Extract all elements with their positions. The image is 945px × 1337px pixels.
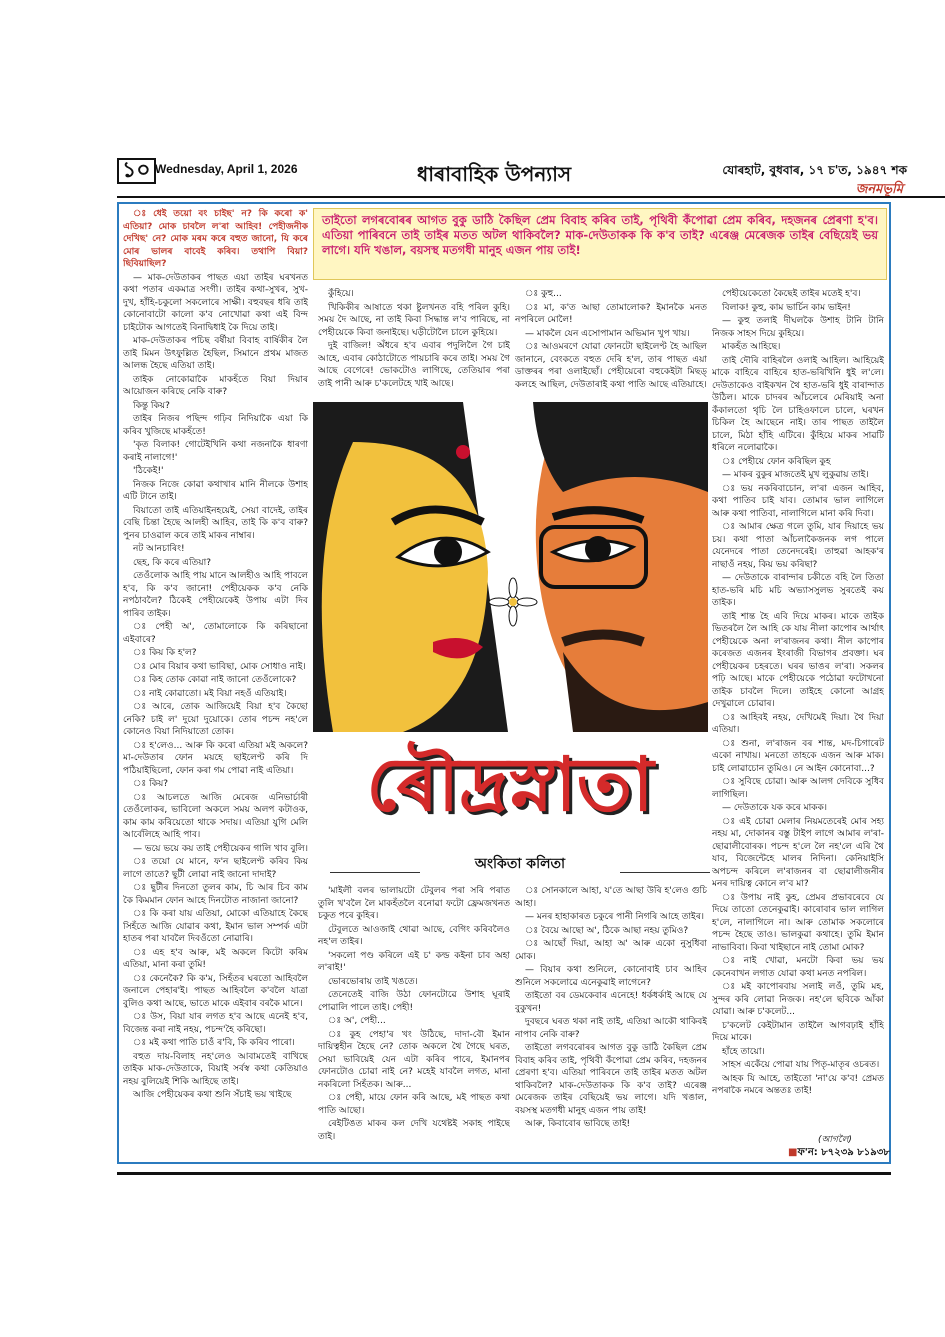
author-byline: অংকিতা কলিতা — [420, 852, 620, 876]
paragraph: — ভয়ে ভয়ে কয় তাই পেহীয়েকৰ গালি খাব বুলি। — [133, 843, 308, 854]
paragraph: ঃ মোৰ বিয়াৰ কথা ভাবিছা, মোক সোধাও নাই। — [133, 661, 306, 672]
paragraph: ঃ কি কৰা যায় এতিয়া, মোকো এতিয়াহে কৈছে সিহঁতে আজি যোৱাৰ কথা, ইমান ভাল সম্পৰ্ক এটা হাতৰ পৰা যাবলৈ দিবওঁতো নোৱাৰি। — [123, 909, 308, 944]
paragraph: ঃ ভয় নকৰিবাচোন, ল'ৰা এজন আহিব, কথা পাতিব চাই যাব। তোমাৰ ভাল লাগিলে আৰু কথা পাতিবা, নালাগিলে মানা কৰি দিবা। — [712, 483, 884, 519]
paragraph: ঃ সোনকালে আহা, য'তে আছা উৰি হ'লেও গুচি আহা। — [515, 886, 707, 909]
paragraph: — দেউতাকে যক কৰে মাকক। — [722, 803, 827, 813]
paragraph: ঃ অ', পেহী... — [328, 1016, 386, 1026]
couple-illustration — [313, 402, 708, 732]
paragraph: ঃ মই কাপোৰবায় সলাই লওঁ, তুমি মহ, সুন্দৰ কৰি লোৱা নিজক। নহ'লে ছবিকে আঁকা যোৱা। আৰু চ'কলেট... — [712, 982, 884, 1017]
paragraph: ঃ ছুটীৰ দিনতো তুলৰ কাম, চি আৰ চিব কাম কৈ কিমমান ফোন আহে দিনটোত নাজানা জানো? — [123, 883, 308, 906]
paragraph: ঃ আৰে, তোক আজিয়েই বিয়া হ'ব কৈছো নেকি? চাই ল' দুয়ো দুয়োকে। তোৰ পচন্দ নহ'লে কোনেও বিয়া নিদিয়াতো তোক। — [123, 702, 308, 737]
phone-contact — [788, 1145, 890, 1162]
paragraph: ঃ হ'লেও... আৰু কি কৰো এতিয়া মই অকলে? মা-দেউতাৰ ফোন ময়হে ছাইলেণ্ট কৰি দি পঠিয়াইছিলো, ফোন কৰা গম পোৱা নাই এতিয়া। — [123, 740, 308, 776]
page-footer-rule — [117, 1172, 891, 1175]
column-1 — [123, 208, 308, 1158]
paragraph: — মাকৰ বুকুৰ মাজতেই মুখ লুকুৱায় তাই। — [722, 470, 869, 480]
paragraph: ঃ কিয় কি হ'ল? — [133, 648, 197, 658]
paragraph: 'কৃত বিলাক! গোটেইখিনি কথা নজনাকৈ ধাৰণা কৰাই নালাগে!' — [123, 440, 308, 463]
paragraph: চ'কলেট কেইটামান তাইলৈ আগবঢ়াই হাঁহি দিয়ে মাকে। — [712, 1020, 884, 1043]
location-dateline: যোৰহাট, বুধবাৰ, ১৭ চ'ত, ১৯৪৭ শক — [722, 163, 907, 177]
column-2-bottom — [318, 885, 510, 1155]
paragraph: ঃ পেহীয়ে ফোন কৰিছিল কুহ — [722, 456, 831, 467]
phone-number: ফ'ন: ৮৭২৩৯ ৮১৯৩৮ — [797, 1147, 890, 1158]
newspaper-logo: জনমভূমি — [855, 182, 903, 197]
paragraph: তাইতো বৰ ডেমকেবাৰ এনেহে! ধৰ্কধৰ্কাই আছে যে বুকুখন! — [515, 991, 707, 1014]
paragraph: বিলাক! কুহু, কাম ভাৰ্চিন কাম ভাইন! — [722, 302, 851, 313]
paragraph: — কুহু তলাই দীঘলকৈ উশাহ টানি টানি নিজক সাহস দিয়ে কুহিয়ে। — [712, 316, 884, 339]
paragraph: ঃ পেহী অ', তোমালোকে কি কৰিছানো এইবাৰে? — [123, 622, 308, 645]
issue-date: Wednesday, April 1, 2026 — [155, 162, 298, 176]
paragraph: তেনেতেই বাজি উঠা ফোনটোৱে উশাহ ঘূৰাই পোৱালি পালে তাই। পেহী! — [318, 990, 510, 1013]
paragraph: টেবুলতে আওজাই থোৱা আছে, বেগিং কৰিবলৈও নহ'ল তাইৰ। — [318, 924, 510, 947]
paragraph: আহক যি আহে, তাইতো 'না'য়ে ক'ব! প্ৰেমত নপৰাকৈ নমৰে অন্ততঃ তাই! — [712, 1073, 884, 1096]
paragraph: — বিয়াৰ কথা শুনিলে, কোনোবাই চাব আহিব শুনিলে সকলোৱে এনেকুৱাই লাগেনে? — [515, 965, 707, 988]
column-2-top — [318, 288, 510, 400]
paragraph: তাইৰ নিজৰ পছিন্দ গঢ়িব নিদিয়াকৈ এয়া কি কৰিব খুজিছে মাকহঁতে! — [123, 414, 308, 437]
paragraph: ঃ নাই কোৱাতো। মই বিয়া নহওঁ এতিয়াই। — [133, 688, 287, 699]
section-title: ধাৰাবাহিক উপন্যাস — [417, 162, 572, 186]
paragraph: ঃ কুহ পেহা'ৰ খং উঠিছে, দাদা-বৌ ইমান দায়িত্বহীন হৈছে নে? তোক অকলে থৈ গৈছে ঘৰত, সেয়া ভাবিয়েই যেন এটা কৰিব পাৰে, ইমানপৰ ফোনটোও চোৱা নাই নে? মহেই যাবলৈ লগত, মানা নকৰিলো সিহঁতক। আৰু... — [318, 1029, 510, 1090]
paragraph: ঃ উপায় নাই কুহ, প্ৰেমৰ প্ৰভাবৰেবে যে দিয়ে তাতো তেনেকুৱাই। কাৰোবাৰ ভাল লাগিল হ'লে, নালাগিলে না। আৰু তোমাক সকলোৰে পচন্দ হৈছে তাও। ভালকুৱা কথাহে। তুমি ইমান নাভাবিবা। কিবা খাইছানে নাই তোমা মোক? — [712, 892, 884, 953]
paragraph: — মাক-দেউতাকৰ পাছত এয়া তাইৰ ঘৰখনত কথা পতাৰ একমাত্ৰ সংগী। তাইৰ কথা-সুখৰ, সুখ-দুখ, হাঁহি-চকুলো সকলোৰে সাক্ষী। বহুবছৰ ধৰি তাই কোনোবাটো কালো ক'ব নোখোৱা কথা এই বিন্দ চাইটোক আগতেই বিনাদ্বিধাই কৈ দিয়ে তাই। — [123, 272, 308, 333]
paragraph: ঃ সুবিছে চোৱা। আৰু আলগ দেবিকে সুধিব লাগিছিল। — [712, 777, 884, 800]
header-rule — [117, 196, 945, 198]
paragraph: মাকহঁত আহিছে। — [722, 342, 781, 352]
column-4 — [712, 288, 884, 1148]
paragraph: আজি পেহীয়েকৰ কথা শুনি সঁচাই ভয় খাইছে — [133, 1090, 292, 1100]
square-bullet-icon: ■ — [788, 1147, 798, 1158]
paragraph: ৰেইটিঙত মাকৰ কল দেখি যথেষ্টই সকাহ পাইছে তাই। — [318, 1119, 510, 1142]
paragraph: নিজক নিজে কোৱা কথাখাৰ মানি নীলকে উশাহ এটি টানে তাই। — [123, 479, 308, 502]
paragraph: ঃ উস, বিয়া যাৰ লগত হ'ব আছে এনেই হ'ব, বিজেন্ত কৰা নাই নহয়, পচন্দ'হৈ কৰিছো। — [123, 1012, 308, 1035]
paragraph: তাইক নোকোৱাকৈ মাকহঁতে বিয়া দিয়াৰ আয়োজন কৰিছে নেকি বাৰু? — [123, 374, 308, 397]
paragraph: ঃ এহ হ'ব আৰু, মই অকলে কিটো কৰিম এতিয়া, মানা কৰা তুমি! — [123, 947, 308, 970]
paragraph: তাইতো লগবৰোৰৰ আগত বুকু ডাঠি কৈছিল প্ৰেম বিবাহ কৰিব তাই, পৃথিবী কঁপোৱা প্ৰেম কৰিব, দহজনৰ প্ৰেৰণা হ'ব। এতিয়া পাৰিবনে তাই তাইৰ মতত অটল থাকিবলৈ? মাক-দেউতাকক কি ক'ব তাই? এৰেঞ্জ মেৰেজক তাইৰ বেছিয়েই ভয় লাগে। যদি খঙাল, বয়সস্থ মতগধী মানুহ এজন পায় তাই! — [515, 1043, 707, 1116]
column-3-top — [515, 288, 707, 400]
paragraph: ঃ শুনা, ল'ৰাজন বৰ শান্ত, মদ-চিগাৰেট একো নাখায়। মনতো তাহকে এজন আৰু মাক। চাই লোৱাচোন তুমিও। নে আইন কোনোবা...? — [712, 738, 884, 774]
paragraph: ভোৰভোৰায় তাই খঙতে। — [328, 976, 418, 987]
paragraph: ঃ পেহী, মায়ে ফোন কৰি আছে, মই পাছত কথা পাতি আছো। — [318, 1093, 510, 1116]
paragraph: মাক-দেউতাকৰ পচিছ বৰ্ষীয়া বিবাহ বাৰ্ষিকীৰ লৈ তাই মিমন উৎফুল্লিত হৈছিল, সিমানে প্ৰথম মাজত আলন্ধ হৈছে এতিয়া তাই। — [123, 336, 308, 371]
page-header — [117, 150, 945, 200]
paragraph: বিয়াতো তাই এতিয়াইনহয়েই, সেয়া বাদেই, তাইৰ বেছি চিন্তা হৈছে আলহী আহিব, তাই কি ক'ব বাৰু? পুনৰ চাওৱাল কৰে তাই মাকৰ নাম্বাৰ। — [123, 505, 308, 541]
paragraph: কুঁহিয়ে। — [328, 289, 354, 299]
paragraph: দুবছৰে ঘৰত থকা নাই তাই, এতিয়া আকৌ থাকিবই নাপাব নেকি বাৰু? — [515, 1017, 707, 1040]
paragraph: নট আনচাৰিং! — [133, 544, 185, 554]
paragraph: দুই বাজিল! অঁধৰে হ'ব এবাৰ পদুলিলৈ গৈ চাই আহে, এবাৰ কোঠাটোতে পায়চাৰি কৰে তাই। সময় গৈ আছে বেগেৰে! ভোকটোও লাগিছে, তেতিয়াৰ পৰা তাই পানী আৰু চ'কলেটহে খাই আছে। — [318, 341, 510, 389]
paragraph: তাই দৌৰি বাহিৰলৈ ওলাই আহিল। আহিয়েই মাকে বাহিৰে বাহিৰে হাত-ভৰিখিনি ধুই ল'লে। দেউতাকেও বাইকখন থৈ হাত-ভৰি ধুই বাৰান্দাত উঠিল। মাকে চাদৰৰ আঁচলেৰে মেৰিয়াই অনা কঁকালতো থৃচি লৈ চাহিওফালে চালে, ঘৰখন চিকিল হৈ আছেনে নাই। তাৰ পাছত তাইলৈ চালে, মিঠা হাঁহি এটিৰে। কুঁহিয়ে মাকৰ সাৱটি ধৰিলে নলোৱাকৈ। — [712, 355, 884, 453]
paragraph: আৰু, কিবাবোৰ ভাবিছে তাই! — [525, 1119, 631, 1129]
paragraph: তেওঁলোক আহি পায় মানে আলহীও আহি পাবলে হ'ব, কি ক'ব জানো! পেহীয়েকক ক'ব নেকি নপঠাবলৈ? ঠিকেই পেহীয়েকেই উপায় এটা দিব পাৰিব তাইক। — [123, 571, 308, 619]
paragraph: ঃ কিহ তোক কোৱা নাই জানো তেওঁলোকে? — [133, 675, 297, 685]
paragraph: পেহীয়েকেতো কৈছেই তাইৰ মতেই হ'ব। — [722, 289, 861, 299]
paragraph: ঃ আছোঁ দিয়া, আহা অ' আৰু একো নুসুধিবা মোক। — [515, 939, 707, 962]
paragraph: খিকিকীৰ আষাতে থকা ষ্টুলখনত বহি পৰিল কুহি। সময় দৈ আছে, না তাই কিবা সিদ্ধান্ত ল'ব পাৰিছে, না পেহীয়েকে কিবা জনাইছে। ঘড়ীটোলৈ চালে কুহিয়ে। — [318, 302, 510, 338]
paragraph: তাই শান্ত হৈ এবি দিয়ে মাকৰ। মাকে তাইক ভিতৰলৈ লৈ আহি কে যায় নীলা কাপোৰ আৰ্থাৎ পেহীয়েকে অনা ল'ৰাজনৰ কথা। নীল কাপোৰ কৰেজত এজনৰ ইংৰাজী বিভাগৰ প্ৰবক্তা। ঘৰ পেহীয়েকৰ চহৰতে। ঘৰৰ ভাঙৰ ল'ৰা। সকলৰ পঢ়ি আছে। মাকে পেহীয়েকে পঠোৱা ফটোখনো তাইক চাবলৈ দিলে। তাইহে কোনো আগ্ৰহ দেখুৱালে চোৱাৰ। — [712, 611, 884, 709]
paragraph: ঃ বৈয়ে আছো অ', ঠিকে আছা নহয় তুমিও? — [525, 925, 689, 936]
paragraph: 'মাইলী বলৰ ভালায়টো টেবুলৰ পৰা সৰি পৰাত তুলি খ'বলৈ লৈ মাকহঁতলৈ বনোৱা ফটো ফ্ৰেমজখনত চকুত পৰে কুহিৰ। — [318, 886, 510, 921]
paragraph: ঃ আওমৰণে যোৱা ফোনটো ছাইলেণ্ট হৈ আছিল জানানে, বেংকতে বহুত দেৰি হ'ল, তাৰ পাছত এয়া ডাক্তৰৰ পৰা ওলাইছোঁ। পেহীয়েৰো বহুকেইটা মিছড্ কলহে আছিল, দেউতাৰাই কথা পাতি আছে এতিয়াহে। — [515, 342, 707, 390]
paragraph: সাহস একেঁয়ে পোৱা যায় পিতৃ-মাতৃৰ ওচৰত। — [722, 1060, 880, 1070]
paragraph: ঃ মই কথা পাতি চাওঁ ৰ'বি, কি কৰিব পাৰো। — [133, 1038, 295, 1048]
paragraph: 'সকলো পণ্ড কৰিলে এই চ' কল্ড কইনা চাব অহা ল'ৰাই!' — [318, 950, 510, 973]
paragraph: ঃ কুহু... — [525, 289, 562, 299]
paragraph: ঃ কেনেকৈ? কি ক'ম, সিহঁতৰ ঘৰতো আহিবলৈ জনালে পেহাৰ'ই। পাছত আহিবলৈ ক'বলৈ যাত্ৰা বুলিও কথা আছে, ভাতে মাকে এইবাৰ বৰকৈ মানে। — [123, 973, 308, 1009]
paragraph: কিন্তু কিয়? — [133, 400, 170, 411]
paragraph: ঃ ধেই তয়ো বং চাইছ' ন? কি কৰো ক' এতিয়া? মোক চাবলৈ ল'ৰা আহিব! পেহীজনীক দেখিছ' নে? মোক মৰম কৰে বহুত জানো, যি কৰে মোৰ ভালৰ বাবেই কৰিব। তথাপি বিয়া? ছিবিয়াছিল? — [123, 209, 308, 269]
column-3-bottom — [515, 885, 707, 1155]
continued-note: (আগলৈ) — [818, 1135, 852, 1145]
paragraph: ঃ তয়ো যে মানে, ফ'ন ছাইলেণ্ট কৰিব কিয় লাগে তাতে? ছুটী লোৱা নাই জানো দাদাই? — [123, 857, 308, 880]
paragraph: বহুত দায়-বিলাহ নহ'লেও আবামতেই বাখিছে তাইক মাক-দেউতাকে, বিয়াই সৰ্বস্ব কথা কেতিয়াও নহয় বুলিয়েই শিকি আহিছে তাই। — [123, 1051, 308, 1087]
paragraph: ঃ নাই খোৱা, মনটো কিবা ভয় ভয় কেনেবাখন লগাত যোৱা কথা মনত নপৰিল। — [712, 956, 884, 979]
story-title: ৰৌদ্ৰস্নাতা — [366, 742, 654, 828]
paragraph: ঃ মা, ক'ত আছা তোমালোক? ইমানকৈ মনত নপৰিলে মোলৈ! — [515, 302, 707, 325]
paragraph: ঃ কিয়? — [133, 779, 169, 789]
paragraph: ঃ আমাৰ ক্ষেত্ৰ গলে তুমি, যাৰ দিয়াহে ভয় চয়। কথা পাতা আঁচলাকৈজনক লগ পালে যেনেদৰে পাতা তেনেদৰেই। তাহুৱা আহক'ৰ নাছাওঁ নহয়, কিয় ভয় কৰিছা? — [712, 522, 884, 570]
paragraph: — মাকলৈ যেন এসোপামান অভিমান খুপ খায়। — [525, 328, 690, 339]
paragraph: ছেহ, কি কৰে এতিয়া? — [133, 557, 211, 568]
paragraph: — মনৰ হাহাকাৰত চকুৰে পানী নিগৰি আহে তাইৰ। — [525, 912, 705, 922]
paragraph: ঃ এই চোৱা মেলাৰ নিয়মতেৰেই মোৰ সহ্য নহয় মা, দোকানৰ বস্তু টাইপ লাগে আমাৰ ল'ৰা-ছোৱালীবোৰক। পচন্দ হ'লে লৈ নহ'লে এৰি থৈ যাব, বিজেন্টেহে মালৰ নিদিনা। কেনিয়াইসি অপচন্দ কৰিলে ল'ৰাজনৰ বা ছোৱালীজনীৰ মনৰ দায়িত্ব কোনে ল'ব মা? — [712, 816, 884, 889]
highlight-quote: তাইতো লগৰবোৰৰ আগত বুকু ডাঠি কৈছিল প্ৰেম বিবাহ কৰিব তাই, পৃথিবী কঁপোৱা প্ৰেম কৰিব, দহজনৰ প্ৰেৰণা হ'ব। এতিয়া পাৰিবনে তাই তাইৰ মতত অটল থাকিবলৈ? মাক-দেউতাকক কি ক'ব তাই? এৰেঞ্জ মেৰেজক তাইৰ বেছিয়েই ভয় লাগে। যদি খঙাল, বয়সস্থ মতগধী মানুহ এজন পায় তাই! — [313, 208, 887, 280]
paragraph: ঃ আহিবই নহয়, দেখিমেই দিয়া। থৈ দিয়া এতিয়া। — [712, 712, 884, 735]
paragraph: — দেউতাকে বাৰান্দাৰ চকীতে বহি লৈ তিতা হাত-ভৰি মচি মচি অভ্যাসসুলভ সুৰতেই কয় তাইক। — [712, 573, 884, 608]
illustration — [313, 402, 708, 732]
paragraph: 'ঠিকেই!' — [133, 466, 164, 476]
paragraph: হাঁহে তায়ো। — [722, 1046, 765, 1057]
page-number: ১০ — [117, 158, 156, 184]
paragraph: ঃ আচলতে আজি মেৰেজ এনিভাৰ্চাৰী তেওঁলোকৰ, ভাবিলো অকলে সময় অলপ কটাওক, কাম কাম কৰিয়েতো থাকে সদায়। এতিয়া যুগি মেলি আৰ্বেলিহে আহি পাব। — [123, 792, 308, 840]
